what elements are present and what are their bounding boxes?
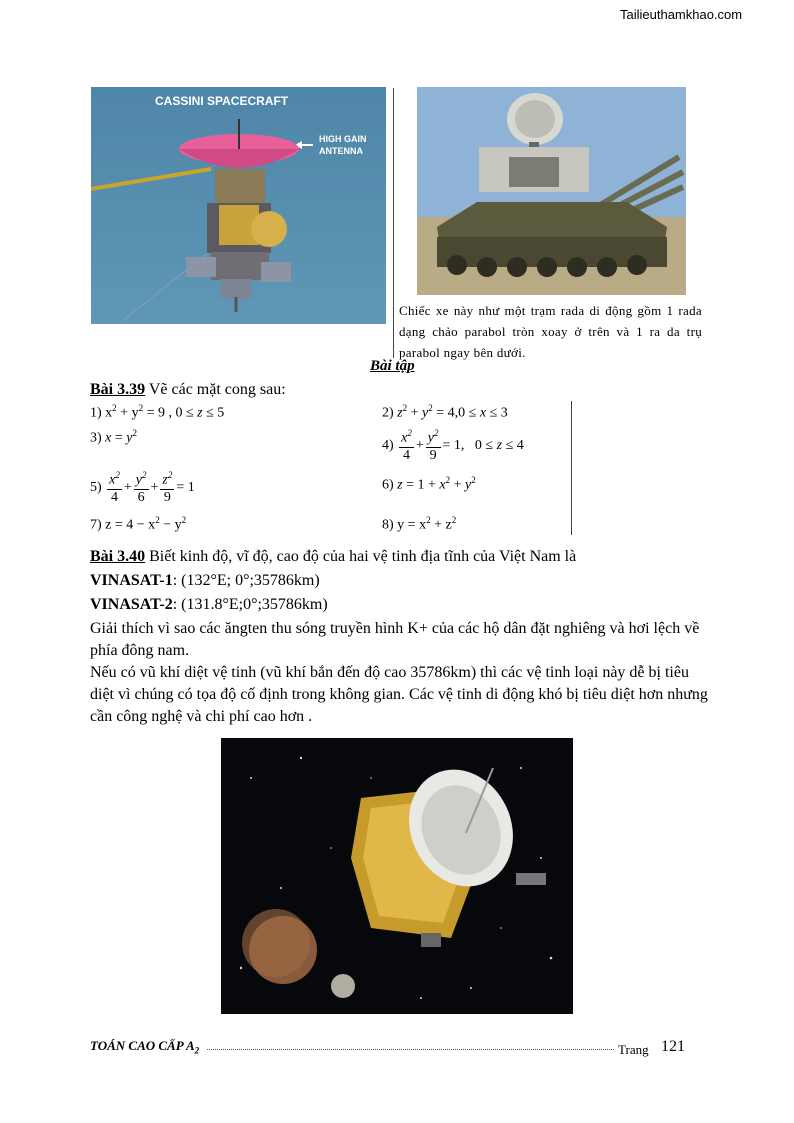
exercise-divider <box>571 401 572 535</box>
exercise-3-40-intro: Biết kinh độ, vĩ độ, cao độ của hai vệ tinh địa tĩnh của Việt Nam là <box>145 548 577 565</box>
vinasat-2-line <box>90 594 710 616</box>
exercise-3-40-heading <box>90 546 710 568</box>
item-number: 3) <box>90 430 102 446</box>
surface-item-5: 5) $\frac{x^2}{4}$ + $\frac{y^2}{6}$ + $\frac{z^2}{9}$ = 1 <box>90 470 195 505</box>
radar-vehicle-illustration <box>417 87 686 295</box>
exercise-3-40-para-2: Nếu có vũ khí diệt vệ tinh (vũ khí bắn đến độ cao 35786km) thì các vệ tinh loại này dễ bị tiêu diệt vì chúng có tọa độ cố định trong không gian. Các vệ tinh di động khó bị tiêu diệt hơn nhưng cần công nghệ và chi phí cao hơn . <box>90 664 708 725</box>
surface-item-6: 6) $z = 1 + x^2 + y^2$ <box>382 475 476 493</box>
item-number: 1) <box>90 405 102 421</box>
item-number: 8) <box>382 517 394 533</box>
exercise-3-40-para-1: Giải thích vì sao các ăngten thu sóng truyền hình K+ của các hộ dân đặt nghiêng và hơi lệch về phía đông nam. <box>90 620 700 659</box>
item-number: 2) <box>382 405 394 421</box>
item-number: 4) <box>382 438 394 454</box>
watermark: Tailieuthamkhao.com <box>620 7 743 22</box>
item-number: 6) <box>382 477 394 493</box>
cassini-image <box>91 87 386 324</box>
vinasat-1-line <box>90 570 710 592</box>
surface-item-7: 7) $z = 4 - x^2 - y^2$ <box>90 515 187 533</box>
surface-item-3: 3) $x = y^2$ <box>90 428 138 446</box>
cassini-label-1: HIGH GAIN <box>319 134 367 144</box>
footer-page-label: Trang <box>618 1042 649 1057</box>
section-title: Bài tập <box>370 358 415 374</box>
vinasat-1-data: : (132°E; 0°;35786km) <box>172 572 320 589</box>
cassini-illustration <box>91 87 386 324</box>
cassini-label-2: ANTENNA <box>319 146 363 156</box>
footer <box>90 1038 690 1056</box>
surface-item-1: 1) $x^2 + y^2 = 9$ , 0 ≤ z ≤ 5 <box>90 403 225 421</box>
space-probe-image <box>221 738 573 1014</box>
space-probe-illustration <box>221 738 573 1014</box>
item-number: 7) <box>90 517 102 533</box>
exercise-3-39-intro: Vẽ các mặt cong sau: <box>145 381 286 398</box>
exercise-3-40-label: Bài 3.40 <box>90 548 146 565</box>
vinasat-1-name: VINASAT-1 <box>90 572 173 589</box>
vinasat-2-name: VINASAT-2 <box>90 596 173 613</box>
footer-title-subscript: 2 <box>194 1045 200 1056</box>
surface-item-8: 8) $y = x^2 + z^2$ <box>382 515 457 533</box>
item-number: 5) <box>90 480 102 496</box>
figure-divider <box>393 88 394 358</box>
exercise-3-39-label: Bài 3.39 <box>90 381 146 398</box>
surface-item-2: 2) $z^2 + y^2 = 4,0 \le x \le 3$ <box>382 403 508 421</box>
radar-caption: Chiếc xe này như một trạm rada di động gồm 1 rada dạng chảo parabol tròn xoay ở trên và 1 ra da trụ parabol ngay bên dưới. <box>399 303 702 360</box>
vinasat-2-data: : (131.8°E;0°;35786km) <box>172 596 328 613</box>
footer-page-number: 121 <box>661 1038 685 1055</box>
footer-title: TOÁN CAO CẤP A <box>90 1038 195 1053</box>
radar-image <box>417 87 686 295</box>
cassini-title: CASSINI SPACECRAFT <box>155 94 289 108</box>
exercise-3-39-heading <box>90 379 286 401</box>
surface-item-4: 4) $\frac{x^2}{4}$ + $\frac{y^2}{9}$ = 1, 0 ≤ z ≤ 4 <box>382 428 524 463</box>
footer-dotted-leader <box>207 1048 614 1050</box>
